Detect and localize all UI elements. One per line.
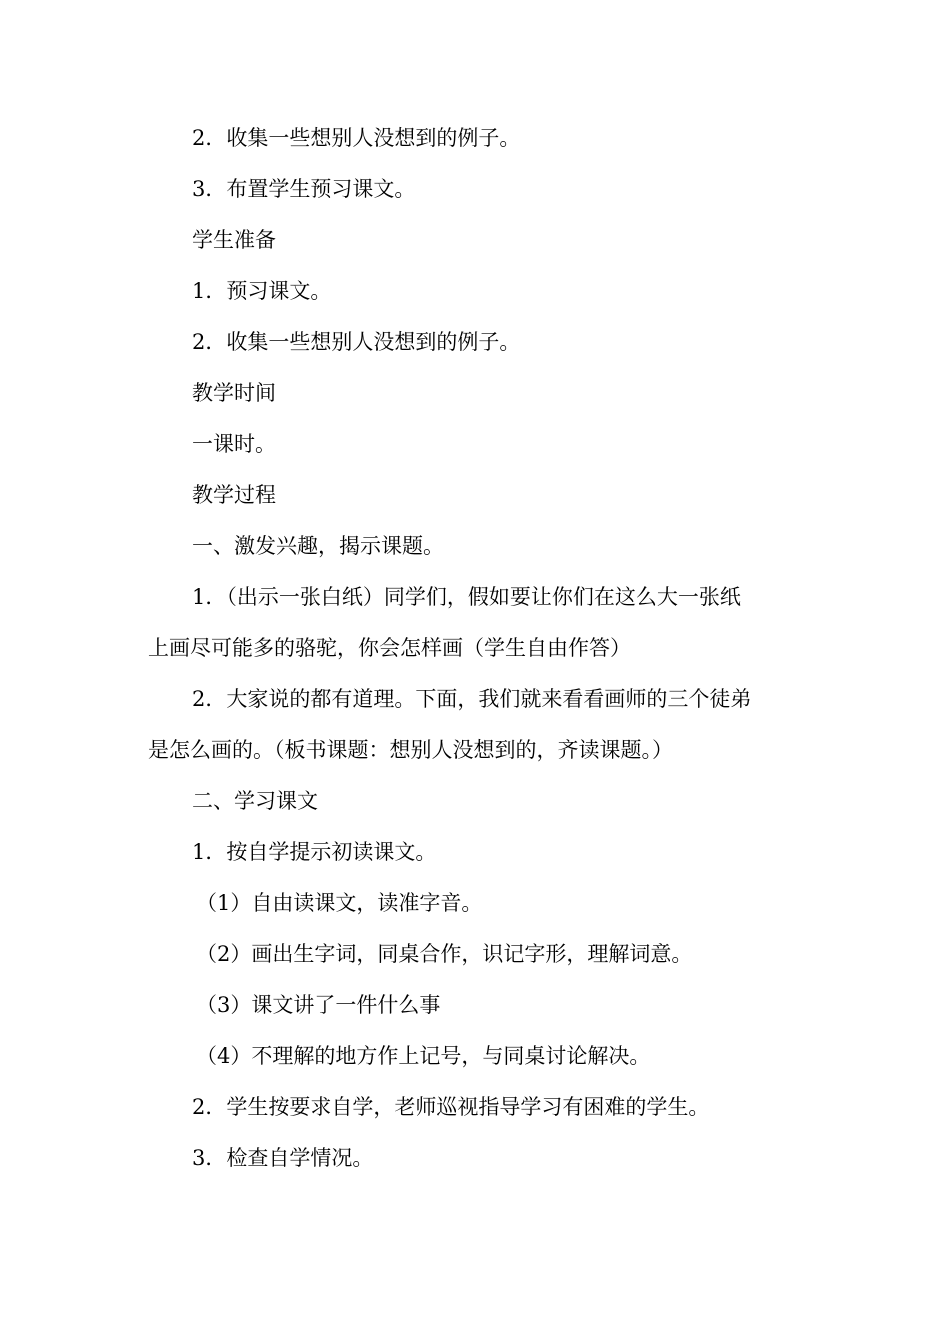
- text-line: 1．（出示一张白纸）同学们，假如要让你们在这么大一张纸: [192, 585, 741, 609]
- text-line: 一课时。: [192, 432, 276, 456]
- text-line: （2）画出生字词，同桌合作，识记字形，理解词意。: [196, 942, 693, 966]
- text-line: 3．检查自学情况。: [192, 1146, 374, 1170]
- text-line: 上画尽可能多的骆驼，你会怎样画（学生自由作答）: [148, 636, 631, 660]
- text-line: 1．按自学提示初读课文。: [192, 840, 437, 864]
- text-line: 1．预习课文。: [192, 279, 332, 303]
- section-heading: 教学过程: [192, 483, 276, 507]
- text-line: 2．学生按要求自学，老师巡视指导学习有困难的学生。: [192, 1095, 710, 1119]
- text-line: 2．收集一些想别人没想到的例子。: [192, 126, 521, 150]
- text-line: （3）课文讲了一件什么事: [196, 993, 441, 1017]
- text-line: 2．大家说的都有道理。下面，我们就来看看画师的三个徒弟: [192, 687, 752, 711]
- text-line: 一、激发兴趣，揭示课题。: [192, 534, 444, 558]
- section-heading: 教学时间: [192, 381, 276, 405]
- text-line: （4）不理解的地方作上记号，与同桌讨论解决。: [196, 1044, 651, 1068]
- section-heading: 二、学习课文: [192, 789, 318, 813]
- section-heading: 学生准备: [192, 228, 276, 252]
- text-line: （1）自由读课文，读准字音。: [196, 891, 483, 915]
- text-line: 2．收集一些想别人没想到的例子。: [192, 330, 521, 354]
- text-line: 是怎么画的。（板书课题：想别人没想到的，齐读课题。）: [148, 738, 673, 762]
- text-line: 3．布置学生预习课文。: [192, 177, 416, 201]
- document-body: [148, 113, 788, 1184]
